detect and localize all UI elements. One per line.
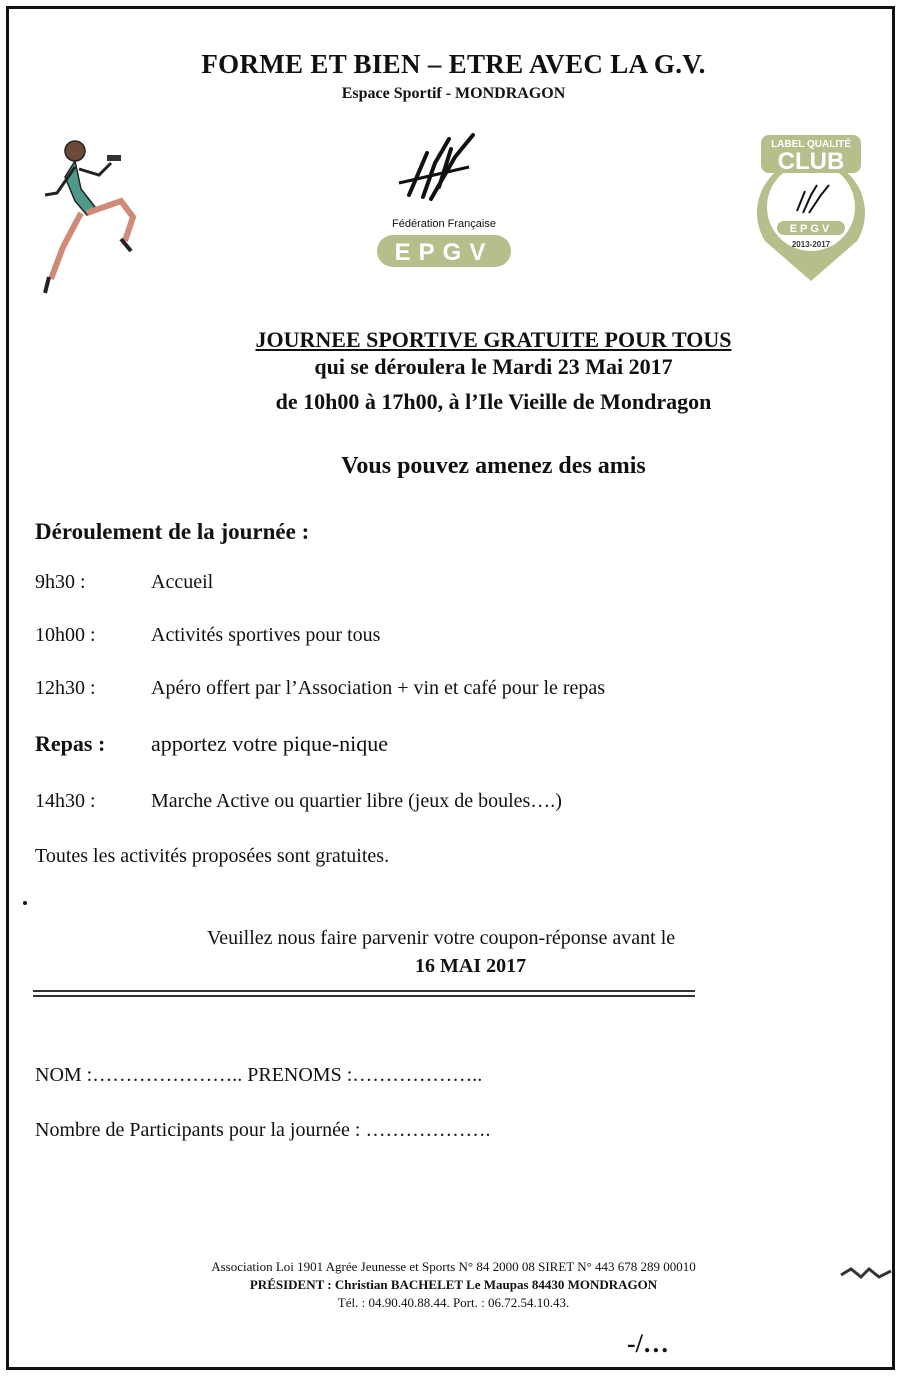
schedule-time: 12h30 : [35,677,96,699]
coupon-deadline: 16 MAI 2017 [415,955,527,977]
schedule-text: apportez votre pique-nique [151,731,389,756]
footer-president: PRÉSIDENT : Christian BACHELET Le Maupas 84430 MONDRAGON [249,1277,658,1292]
schedule-text: Apéro offert par l’Association + vin et café pour le repas [151,677,606,699]
label-qualite-badge [751,115,871,285]
schedule-text: Accueil [151,571,214,593]
participants-field-line: Nombre de Participants pour la journée : ………………. [35,1119,491,1141]
runner-illustration [35,129,145,299]
cut-line-top [33,990,695,992]
schedule-text: Activités sportives pour tous [151,624,381,646]
free-activities-note: Toutes les activités proposées sont gratuites. [35,845,390,867]
event-date: qui se déroulera le Mardi 23 Mai 2017 [314,354,673,379]
federation-line1: Fédération Française [392,218,496,230]
footer-contact: Tél. : 04.90.40.88.44. Port. : 06.72.54.10.43. [337,1295,570,1310]
label-line1: LABEL QUALITÉ [771,139,851,150]
schedule-title: Déroulement de la journée : [35,519,310,544]
name-field-line: NOM :………………….. PRENOMS :……………….. [35,1064,483,1086]
schedule-time: 14h30 : [35,790,96,812]
label-line2: CLUB [777,148,845,175]
coupon-notice: Veuillez nous faire parvenir votre coupon-réponse avant le [207,927,676,949]
document-title: FORME ET BIEN – ETRE AVEC LA G.V. [201,49,706,79]
federation-logo [369,127,519,277]
event-title: JOURNEE SPORTIVE GRATUITE POUR TOUS [255,327,732,352]
document-subtitle: Espace Sportif - MONDRAGON [341,85,566,102]
cut-line-bottom [33,995,695,997]
schedule-text: Marche Active ou quartier libre (jeux de boules….) [151,790,562,812]
event-time-place: de 10h00 à 17h00, à l’Ile Vieille de Mondragon [275,389,712,414]
bring-friends-note: Vous pouvez amenez des amis [341,453,646,479]
scribble-mark [839,1263,895,1283]
label-years: 2013-2017 [791,240,831,249]
footer-registration: Association Loi 1901 Agrée Jeunesse et Sports N° 84 2000 08 SIRET N° 443 678 289 00010 [211,1259,696,1274]
page-continuation-mark: -/… [627,1329,669,1358]
federation-line2: EPGV [394,239,494,266]
schedule-time: 9h30 : [35,571,86,593]
schedule-time: Repas : [35,731,106,756]
scan-speck [23,901,27,905]
document-page [6,6,895,1370]
label-line3: EPGV [789,223,833,235]
schedule-time: 10h00 : [35,624,96,646]
